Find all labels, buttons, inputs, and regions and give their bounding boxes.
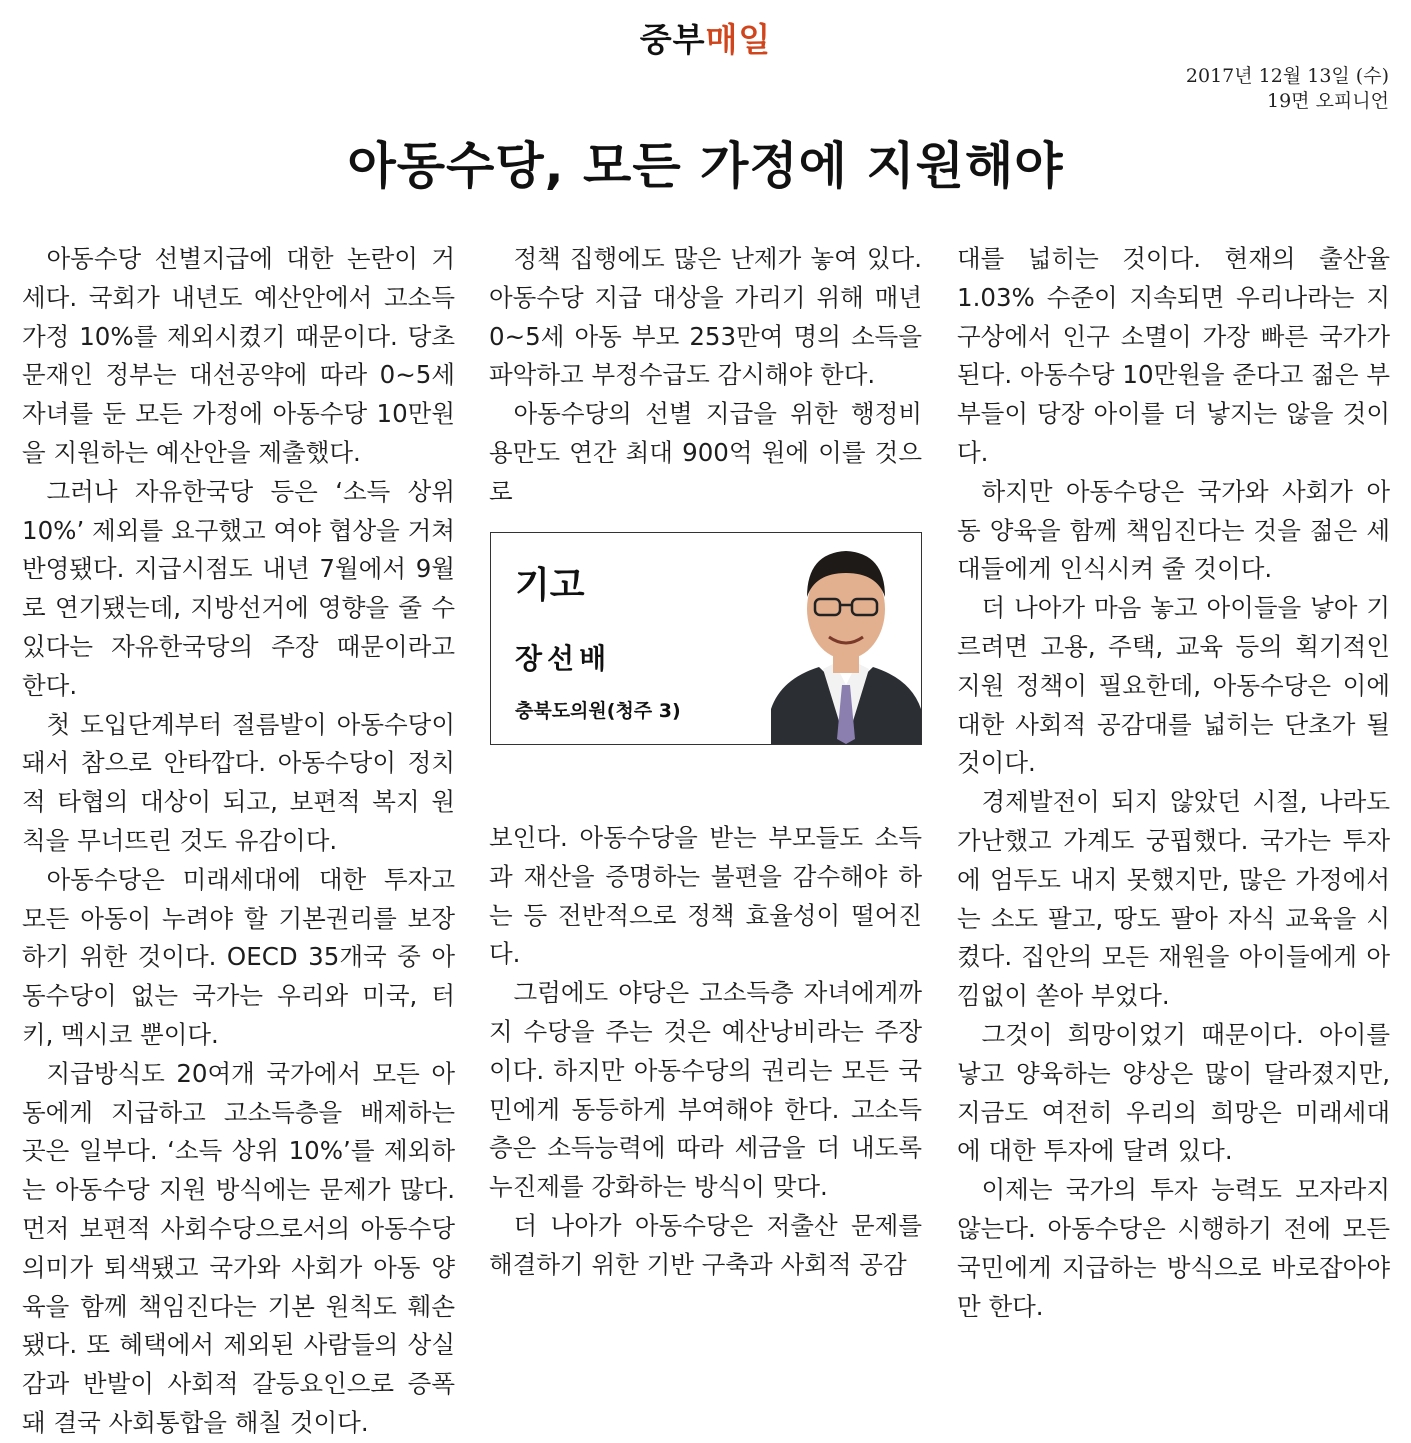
paragraph: 그것이 희망이었기 때문이다. 아이를 낳고 양육하는 양상은 많이 달라졌지만, 지금도 여전히 우리의 희망은 미래세대에 대한 투자에 달려 있다. (957, 1019, 1390, 1166)
contribution-label: 기고 (515, 565, 585, 606)
paragraph: 대를 넓히는 것이다. 현재의 출산율 1.03% 수준이 지속되면 우리나라는 지구상에서 인구 소멸이 가장 빠른 국가가 된다. 아동수당 10만원을 준다고 젊은 부부들이 당장 아이를 더 낳지는 않을 것이다. (957, 244, 1390, 467)
paragraph: 보인다. 아동수당을 받는 부모들도 소득과 재산을 증명하는 불편을 감수해야 하는 등 전반적으로 정책 효율성이 떨어진다. (489, 823, 922, 969)
byline-box (490, 532, 922, 745)
paragraph: 아동수당은 미래세대에 대한 투자고 모든 아동이 누려야 할 기본권리를 보장하기 위한 것이다. OECD 35개국 중 아동수당이 없는 국가는 우리와 미국, 터키, 멕시코 뿐이다. (22, 864, 455, 1049)
paragraph: 하지만 아동수당은 국가와 사회가 아동 양육을 함께 책임진다는 것을 젊은 세대들에게 인식시켜 줄 것이다. (957, 476, 1390, 584)
paragraph: 지급방식도 20여개 국가에서 모든 아동에게 지급하고 고소득층을 배제하는 곳은 일부다. ‘소득 상위 10%’를 제외하는 아동수당 지원 방식에는 문제가 많다. 먼저 보편적 사회수당으로서의 아동수당 의미가 퇴색됐고 국가와 사회가 아동 양육을 함께 책임진다는 기본 원칙도 훼손됐다. 또 혜택에서 제외된 사람들의 상실감과 반발이 사회적 갈등요인으로 증폭돼 결국 사회통합을 해칠 것이다. (22, 1058, 455, 1437)
paragraph: 아동수당의 선별 지급을 위한 행정비용만도 연간 최대 900억 원에 이를 것으로 (489, 399, 922, 506)
article-column-2-top (489, 240, 922, 512)
author-name: 장선배 (515, 642, 612, 675)
article-column-2-bottom (489, 819, 922, 1285)
author-photo (771, 533, 921, 744)
masthead-part1: 중부 (639, 20, 706, 59)
paragraph: 아동수당 선별지급에 대한 논란이 거세다. 국회가 내년도 예산안에서 고소득 가정 10%를 제외시켰기 때문이다. 당초 문재인 정부는 대선공약에 따라 0~5세 자녀를 둔 모든 가정에 아동수당 10만원을 지원하는 예산안을 제출했다. (22, 244, 455, 467)
paragraph: 더 나아가 마음 놓고 아이들을 낳아 기르려면 고용, 주택, 교육 등의 획기적인 지원 정책이 필요한데, 아동수당은 이에 대한 사회적 공감대를 넓히는 단초가 될 것이다. (957, 593, 1390, 778)
page-section: 19면 오피니언 (1267, 90, 1389, 112)
paragraph: 첫 도입단계부터 절름발이 아동수당이 돼서 참으로 안타깝다. 아동수당이 정치적 타협의 대상이 되고, 보편적 복지 원칙을 무너뜨린 것도 유감이다. (22, 709, 455, 855)
paragraph: 이제는 국가의 투자 능력도 모자라지 않는다. 아동수당은 시행하기 전에 모든 국민에게 지급하는 방식으로 바로잡아야 만 한다. (957, 1175, 1390, 1321)
paragraph: 그럼에도 야당은 고소득층 자녀에게까지 수당을 주는 것은 예산낭비라는 주장이다. 하지만 아동수당의 권리는 모든 국민에게 동등하게 부여해야 한다. 고소득층은 소득능력에 따라 세금을 더 내도록 누진제를 강화하는 방식이 맞다. (489, 978, 922, 1202)
paragraph: 경제발전이 되지 않았던 시절, 나라도 가난했고 가계도 궁핍했다. 국가는 투자에 엄두도 내지 못했지만, 많은 가정에서는 소도 팔고, 땅도 팔아 자식 교육을 시켰다. 집안의 모든 재원을 아이들에게 아낌없이 쏟아 부었다. (957, 787, 1390, 1011)
article-headline: 아동수당, 모든 가정에 지원해야 (347, 137, 1064, 195)
author-title: 충북도의원(청주 3) (515, 700, 681, 722)
paragraph: 그러나 자유한국당 등은 ‘소득 상위 10%’ 제외를 요구했고 여야 협상을 거쳐 반영됐다. 지급시점도 내년 7월에서 9월로 연기됐는데, 지방선거에 영향을 줄 수 있다는 자유한국당의 주장 때문이라고 한다. (22, 476, 455, 700)
publication-date: 2017년 12월 13일 (수) (1185, 65, 1389, 87)
paragraph: 정책 집행에도 많은 난제가 놓여 있다. 아동수당 지급 대상을 가리기 위해 매년 0~5세 아동 부모 253만여 명의 소득을 파악하고 부정수급도 감시해야 한다. (489, 244, 922, 390)
newspaper-masthead (0, 14, 1411, 61)
masthead-part2: 매일 (705, 20, 772, 59)
article-column-3 (957, 240, 1390, 1326)
dateline (1186, 64, 1389, 114)
paragraph: 더 나아가 아동수당은 저출산 문제를 해결하기 위한 기반 구축과 사회적 공감 (489, 1210, 922, 1279)
article-column-1 (22, 240, 455, 1443)
